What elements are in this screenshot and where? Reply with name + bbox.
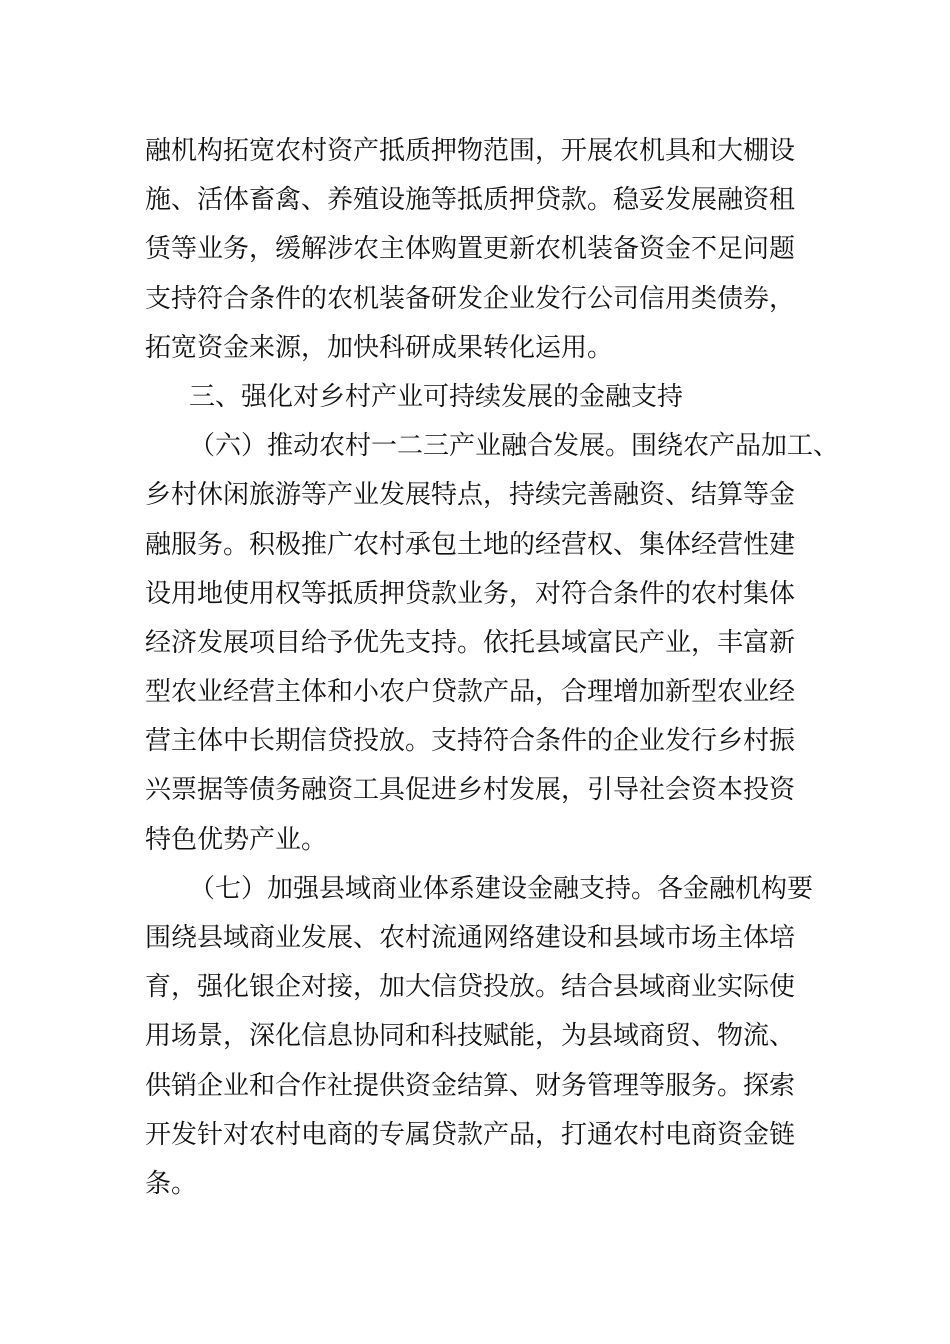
text-line: 施、活体畜禽、养殖设施等抵质押贷款。稳妥发展融资租	[145, 185, 796, 216]
text-line: 育，强化银企对接，加大信贷投放。结合县域商业实际使	[145, 972, 796, 1003]
text-line: 用场景，深化信息协同和科技赋能，为县域商贸、物流、	[145, 1021, 796, 1052]
text-line: 拓宽资金来源，加快科研成果转化运用。	[145, 332, 614, 363]
section-heading: 三、强化对乡村产业可持续发展的金融支持	[189, 381, 684, 412]
text-line: 型农业经营主体和小农户贷款产品，合理增加新型农业经	[145, 677, 796, 708]
text-line: 围绕县域商业发展、农村流通网络建设和县域市场主体培	[145, 923, 796, 953]
paragraph-start: （六）推动农村一二三产业融合发展。围绕农产品加工、	[189, 431, 840, 462]
text-line: 支持符合条件的农机装备研发企业发行公司信用类债券，	[145, 283, 796, 314]
body-text	[145, 127, 845, 1209]
text-line: 特色优势产业。	[145, 824, 328, 855]
text-line: 条。	[145, 1168, 198, 1199]
text-line: 设用地使用权等抵质押贷款业务，对符合条件的农村集体	[145, 578, 796, 609]
text-line: 兴票据等债务融资工具促进乡村发展，引导社会资本投资	[145, 775, 796, 806]
text-line: 乡村休闲旅游等产业发展特点，持续完善融资、结算等金	[145, 480, 796, 511]
text-line: 融机构拓宽农村资产抵质押物范围，开展农机具和大棚设	[145, 136, 796, 166]
text-line: 赁等业务，缓解涉农主体购置更新农机装备资金不足问题	[145, 234, 796, 265]
paragraph-start: （七）加强县域商业体系建设金融支持。各金融机构要	[189, 873, 814, 904]
text-line: 经济发展项目给予优先支持。依托县域富民产业，丰富新	[145, 627, 796, 658]
text-line: 供销企业和合作社提供资金结算、财务管理等服务。探索	[145, 1070, 796, 1101]
text-line: 融服务。积极推广农村承包土地的经营权、集体经营性建	[145, 529, 796, 560]
text-line: 营主体中长期信贷投放。支持符合条件的企业发行乡村振	[145, 726, 796, 757]
text-line: 开发针对农村电商的专属贷款产品，打通农村电商资金链	[145, 1119, 796, 1150]
